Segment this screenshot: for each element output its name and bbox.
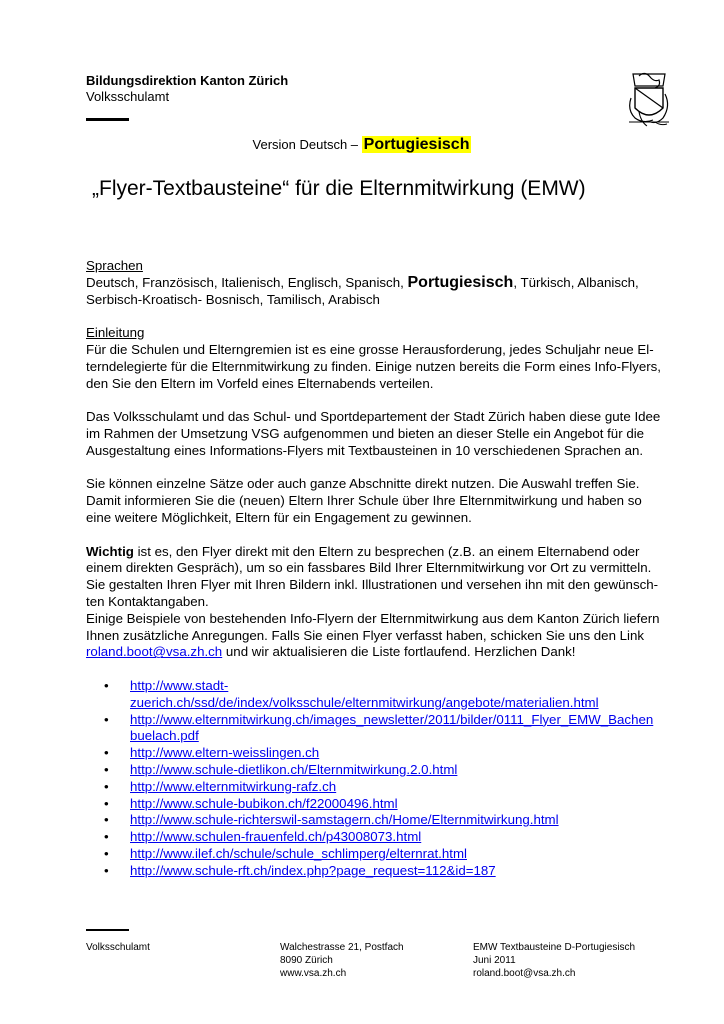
- paragraph-line: im Rahmen der Umsetzung VSG aufgenommen und bieten an dieser Stelle ein Angebot für die: [86, 425, 645, 441]
- einleitung-heading: Einleitung: [86, 325, 145, 341]
- example-link[interactable]: http://www.ilef.ch/schule/schule_schlimperg/elternrat.html: [130, 845, 467, 861]
- bullet-icon: •: [104, 812, 109, 828]
- paragraph-line: Das Volksschulamt und das Schul- und Sportdepartement der Stadt Zürich haben diese gute Idee: [86, 409, 661, 425]
- footer-text: 8090 Zürich: [280, 955, 333, 966]
- example-link[interactable]: http://www.elternmitwirkung.ch/images_newsletter/2011/bilder/0111_Flyer_EMW_Bachen buelach.pdf: [130, 711, 654, 744]
- header-rule: [86, 118, 129, 121]
- footer-text: Volksschulamt: [86, 942, 150, 953]
- list-item: [86, 745, 676, 762]
- list-item: [86, 762, 676, 779]
- bullet-icon: •: [104, 745, 109, 761]
- sprachen-heading: Sprachen: [86, 258, 143, 273]
- paragraph-line: terndelegierte für die Elternmitwirkung zu finden. Einige nutzen bereits die Form eines Info-Flyers,: [86, 358, 661, 374]
- list-item: [86, 829, 676, 846]
- footer-column-office: [86, 941, 150, 954]
- paragraph-line: den Sie den Eltern im Vorfeld eines Elternabends verteilen.: [86, 375, 434, 391]
- example-link[interactable]: http://www.elternmitwirkung-rafz.ch: [130, 778, 337, 794]
- example-link[interactable]: http://www.stadt- zuerich.ch/ssd/de/index/volksschule/elternmitwirkung/angebote/materialien.html: [130, 677, 599, 710]
- footer-text: www.vsa.zh.ch: [280, 968, 347, 979]
- paragraph-line: Wichtig ist es, den Flyer direkt mit den Eltern zu besprechen (z.B. an einem Elternabend oder: [86, 543, 640, 559]
- paragraph-line: Sie können einzelne Sätze oder auch ganze Abschnitte direkt nutzen. Die Auswahl treffen Sie.: [86, 476, 640, 492]
- list-item: [86, 796, 676, 813]
- footer-text: Walchestrasse 21, Postfach: [280, 942, 404, 953]
- bullet-icon: •: [104, 761, 109, 777]
- bullet-icon: •: [104, 862, 109, 878]
- footer-text: Juni 2011: [473, 955, 516, 966]
- paragraph-line: Ausgestaltung eines Informations-Flyers mit Textbausteinen in 10 verschiedenen Sprachen an.: [86, 442, 644, 458]
- example-link[interactable]: http://www.schule-bubikon.ch/f22000496.html: [130, 795, 398, 811]
- list-item: [86, 712, 676, 746]
- footer-rule: [86, 929, 129, 931]
- organization-department: Volksschulamt: [86, 89, 170, 104]
- paragraph-line: einem direkten Gespräch), um so ein fassbares Bild Ihrer Elternmitwirkung vor Ort zu vermitteln.: [86, 560, 652, 576]
- bullet-icon: •: [104, 778, 109, 794]
- bullet-icon: •: [104, 845, 109, 861]
- wichtig-label: Wichtig: [86, 543, 134, 559]
- list-item: [86, 678, 676, 712]
- footer-text: EMW Textbausteine D-Portugiesisch: [473, 942, 636, 953]
- paragraph-line: eine weitere Möglichkeit, Eltern für ein Engagement zu gewinnen.: [86, 509, 472, 525]
- example-link[interactable]: http://www.schule-richterswil-samstagern.ch/Home/Elternmitwirkung.html: [130, 812, 559, 828]
- example-link[interactable]: http://www.schule-dietlikon.ch/Elternmitwirkung.2.0.html: [130, 761, 458, 777]
- list-item: [86, 863, 676, 880]
- example-link[interactable]: http://www.schulen-frauenfeld.ch/p43008073.html: [130, 829, 422, 845]
- example-links-list: [86, 678, 676, 880]
- list-item: [86, 779, 676, 796]
- footer-column-document-info: [473, 941, 635, 980]
- footer-column-address: [280, 941, 404, 980]
- sprachen-line-2: Serbisch-Kroatisch- Bosnisch, Tamilisch, Arabisch: [86, 291, 380, 307]
- paragraph-line: Ihnen zusätzliche Anregungen. Falls Sie einen Flyer verfasst haben, schicken Sie uns den Link: [86, 627, 645, 643]
- bullet-icon: •: [104, 677, 109, 693]
- paragraph-line: roland.boot@vsa.zh.ch und wir aktualisieren die Liste fortlaufend. Herzlichen Dank!: [86, 644, 576, 660]
- bullet-icon: •: [104, 711, 109, 727]
- paragraph-line: Für die Schulen und Elterngremien ist es eine grosse Herausforderung, jedes Schuljahr neue El-: [86, 341, 654, 357]
- paragraph-line: ten Kontaktangaben.: [86, 593, 209, 609]
- paragraph-line: Sie gestalten Ihren Flyer mit Ihren Bildern inkl. Illustrationen und versehen ihn mit den gewünsch-: [86, 577, 659, 593]
- example-link[interactable]: http://www.schule-rft.ch/index.php?page_request=112&id=187: [130, 862, 496, 878]
- example-link[interactable]: http://www.eltern-weisslingen.ch: [130, 745, 320, 761]
- organization-name: Bildungsdirektion Kanton Zürich: [86, 73, 289, 88]
- zurich-lion-crest-icon: [625, 72, 673, 128]
- document-body: [86, 258, 676, 879]
- bullet-icon: •: [104, 829, 109, 845]
- list-item: [86, 812, 676, 829]
- bullet-icon: •: [104, 795, 109, 811]
- sprachen-highlight: Portugiesisch: [407, 273, 514, 291]
- footer-text: roland.boot@vsa.zh.ch: [473, 968, 576, 979]
- paragraph-line: Einige Beispiele von bestehenden Info-Flyern der Elternmitwirkung aus dem Kanton Zürich liefern: [86, 610, 660, 626]
- list-item: [86, 846, 676, 863]
- sprachen-line-1: Deutsch, Französisch, Italienisch, Englisch, Spanisch, Portugiesisch, Türkisch, Albanisch,: [86, 273, 639, 291]
- version-prefix: Version Deutsch –: [252, 137, 359, 152]
- document-title: „Flyer-Textbausteine“ für die Elternmitwirkung (EMW): [92, 177, 586, 200]
- version-language-highlight: Portugiesisch: [363, 136, 470, 153]
- contact-email-link[interactable]: roland.boot@vsa.zh.ch: [86, 644, 223, 660]
- paragraph-line: Damit informieren Sie die (neuen) Eltern Ihrer Schule über Ihre Elternmitwirkung und haben so: [86, 493, 642, 509]
- version-line: [0, 136, 724, 154]
